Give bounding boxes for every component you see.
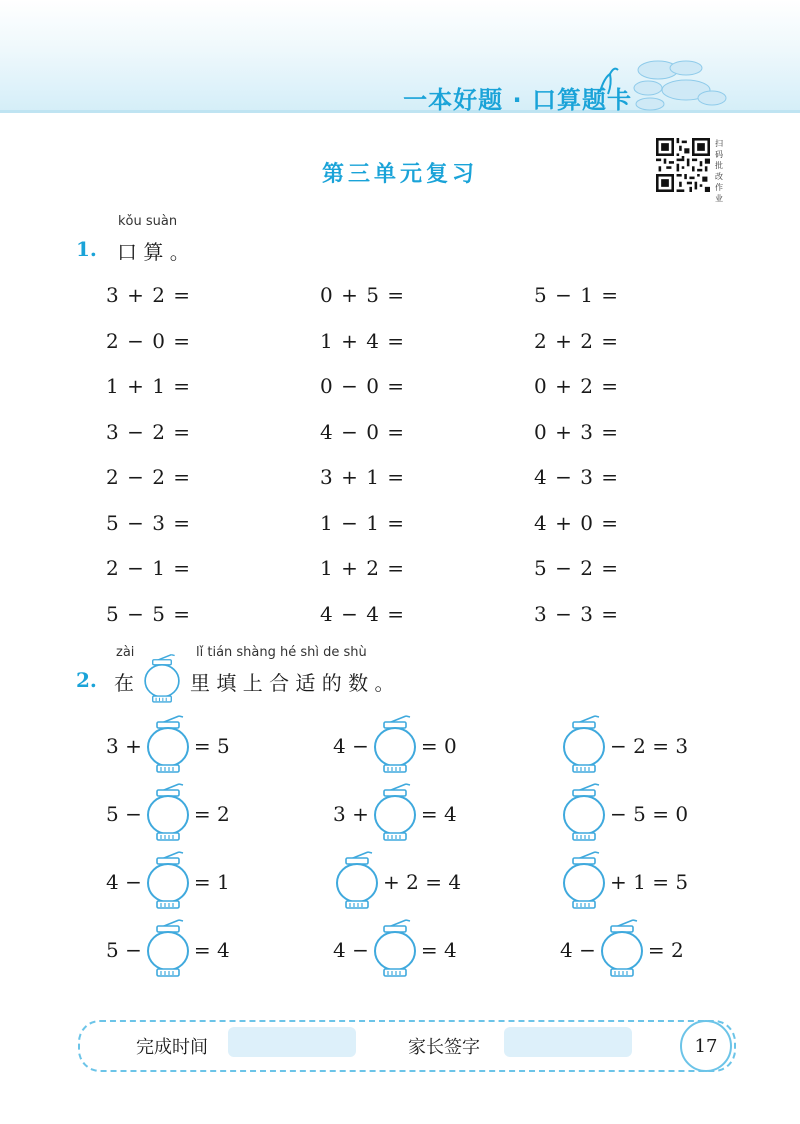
equation-suffix: = 4: [420, 938, 457, 962]
brand-title: 一本好题 · 口算题卡: [403, 86, 632, 114]
oral-calc-equation: 5 − 5 =: [106, 601, 192, 626]
equation-prefix: 5 −: [106, 938, 142, 962]
oral-calc-equation: 1 − 1 =: [320, 510, 406, 535]
equation-suffix: = 0: [420, 734, 457, 758]
completion-time-label: 完成时间: [136, 1037, 208, 1058]
oral-calc-equation: 5 − 3 =: [106, 510, 192, 535]
equation-prefix: 5 −: [106, 802, 142, 826]
oral-calc-equation: 5 − 2 =: [534, 556, 620, 580]
oral-calc-equation: 5 − 1 =: [534, 283, 620, 307]
oral-calc-equation: 2 + 2 =: [534, 328, 620, 353]
lantern-blank-icon[interactable]: [145, 782, 191, 846]
lantern-blank-icon[interactable]: [599, 918, 645, 982]
equation-suffix: + 1 = 5: [610, 870, 689, 894]
section1-pinyin: kǒu suàn: [118, 214, 178, 229]
lantern-blank-icon[interactable]: [145, 918, 191, 982]
lantern-blank-icon[interactable]: [372, 714, 418, 778]
qr-caption: 扫码批改作业: [715, 139, 723, 203]
fill-in-equation: [106, 782, 230, 846]
equation-prefix: 3 +: [333, 802, 369, 826]
fill-in-equation: [560, 714, 688, 778]
oral-calc-equation: 3 − 2 =: [106, 419, 192, 444]
oral-calc-equation: 1 + 2 =: [320, 556, 406, 580]
oral-calc-equation: 2 − 2 =: [106, 465, 192, 489]
oral-calc-equation: 2 − 0 =: [106, 328, 192, 353]
oral-calc-equation: 2 − 1 =: [106, 556, 192, 580]
equation-suffix: = 4: [193, 938, 230, 962]
lantern-icon: [142, 653, 182, 711]
fill-in-equation: [106, 850, 230, 914]
section1-title: 口 算 。: [117, 240, 190, 264]
equation-prefix: 4 −: [106, 870, 142, 894]
page-number: 17: [680, 1020, 732, 1072]
completion-time-field[interactable]: [228, 1027, 356, 1057]
equation-prefix: 4 −: [560, 938, 596, 962]
oral-calc-equation: 4 − 0 =: [320, 419, 406, 444]
oral-calc-equation: 0 − 0 =: [320, 374, 406, 398]
fill-in-equation: [560, 850, 688, 914]
oral-calc-equation: 1 + 4 =: [320, 328, 406, 353]
equation-suffix: = 2: [647, 938, 684, 962]
lantern-blank-icon[interactable]: [561, 850, 607, 914]
oral-calc-equation: 3 + 2 =: [106, 283, 192, 307]
fill-in-equation: [560, 918, 684, 982]
lantern-blank-icon[interactable]: [145, 850, 191, 914]
equation-prefix: 4 −: [333, 734, 369, 758]
oral-calc-equation: 4 − 3 =: [534, 465, 620, 489]
oral-calc-equation: 4 + 0 =: [534, 510, 620, 535]
oral-calc-equation: 3 + 1 =: [320, 465, 406, 489]
parent-signature-field[interactable]: [504, 1027, 632, 1057]
equation-suffix: = 4: [420, 802, 457, 826]
section1-number: 1.: [76, 237, 97, 261]
equation-prefix: 3 +: [106, 734, 142, 758]
fill-in-equation: [560, 782, 688, 846]
fill-in-equation: [333, 714, 457, 778]
section2-pinyin-rest: lǐ tián shàng hé shì de shù: [196, 645, 367, 660]
oral-calc-equation: 4 − 4 =: [320, 601, 406, 626]
section2-word-zai: 在: [114, 671, 134, 695]
lantern-blank-icon[interactable]: [372, 782, 418, 846]
equation-prefix: 4 −: [333, 938, 369, 962]
lantern-blank-icon[interactable]: [334, 850, 380, 914]
fill-in-equation: [106, 714, 230, 778]
section2-pinyin-zai: zài: [116, 645, 135, 660]
fill-in-equation: [333, 850, 461, 914]
section2-title: 里 填 上 合 适 的 数 。: [190, 671, 395, 695]
equation-suffix: − 5 = 0: [610, 802, 689, 826]
oral-calc-equation: 3 − 3 =: [534, 601, 620, 626]
equation-suffix: + 2 = 4: [383, 870, 462, 894]
lantern-blank-icon[interactable]: [561, 714, 607, 778]
oral-calc-equation: 0 + 2 =: [534, 374, 620, 398]
oral-calc-equation: 0 + 5 =: [320, 283, 406, 307]
section2-number: 2.: [76, 668, 97, 692]
equation-suffix: − 2 = 3: [610, 734, 689, 758]
lantern-blank-icon[interactable]: [145, 714, 191, 778]
lantern-blank-icon[interactable]: [372, 918, 418, 982]
equation-suffix: = 2: [193, 802, 230, 826]
fill-in-equation: [333, 782, 457, 846]
oral-calc-equation: 1 + 1 =: [106, 374, 192, 398]
fill-in-equation: [333, 918, 457, 982]
parent-signature-label: 家长签字: [408, 1037, 480, 1058]
fill-in-equation: [106, 918, 230, 982]
unit-title: 第三单元复习: [321, 162, 478, 187]
equation-suffix: = 1: [193, 870, 230, 894]
equation-suffix: = 5: [193, 734, 230, 758]
lantern-blank-icon[interactable]: [561, 782, 607, 846]
oral-calc-equation: 0 + 3 =: [534, 419, 620, 444]
qr-code-icon[interactable]: [656, 138, 710, 192]
